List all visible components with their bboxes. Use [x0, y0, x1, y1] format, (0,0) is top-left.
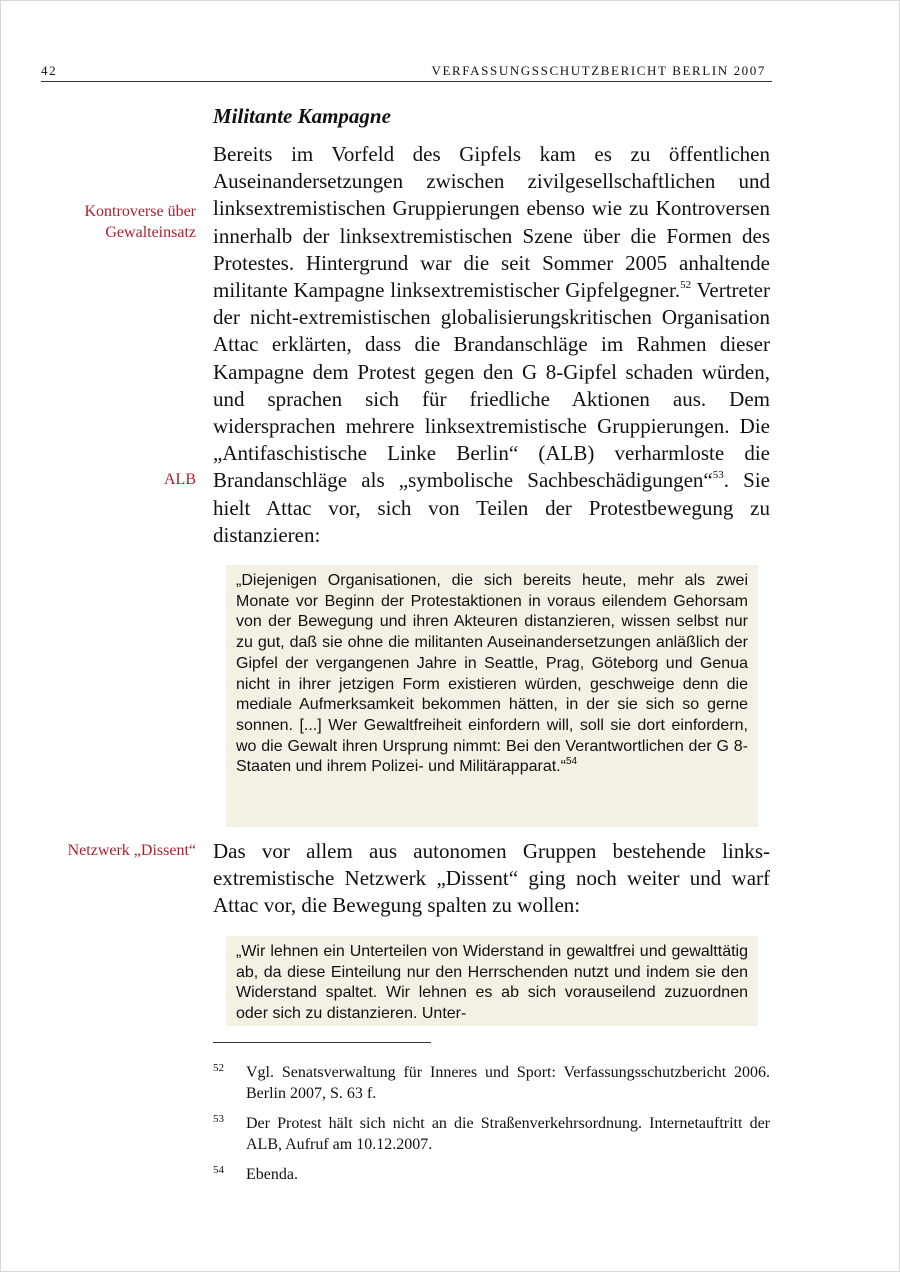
- paragraph-2: Das vor allem aus autonomen Gruppen bestehende linksextremistische Netzwerk „Dissent“ ging noch weiter und warf Attac vor, die Bewegung spalten zu wollen:: [213, 839, 770, 918]
- quote-1-text: „Diejenigen Organisationen, die sich bereits heute, mehr als zwei Monate vor Beginn der Protestaktionen in voraus eilendem Gehorsam von der Bewegung und ihren Akteuren distanzieren, wissen selbst nur zu gut, daß sie ohne die militanten Auseinandersetzungen anläßlich der Gipfel der vergangenen Jahre in Seattle, Prag, Göteborg und Genua nicht in ihrer jetzigen Form existieren würden, geschweige denn die mediale Aufmerksamkeit bekommen hätten, in der sie sich so gerne sonnen. [...] Wer Gewaltfreiheit einfordern will, soll sie dort einfordern, wo die Gewalt ihren Ursprung nimmt: Bei den Verantwortlichen der G 8-Staaten und ihrem Polizei- und Militärapparat.“: [236, 572, 748, 776]
- margin-note-kontroverse: [84, 201, 196, 243]
- footnote-separator: [213, 1042, 431, 1043]
- paragraph-1-part1: Bereits im Vorfeld des Gipfels kam es zu öffentlichen Auseinandersetzungen zwischen zivilgesellschaftlichen und linksextremistischen Gruppierungen ebenso wie zu Kontroversen innerhalb der linksextremistischen Szene über die Formen des Protestes. Hintergrund war die seit Sommer 2005 anhaltende militante Kampagne linksextremistischer Gipfelgegner.: [213, 142, 770, 303]
- margin-note-line: Gewalteinsatz: [105, 224, 196, 241]
- footnote-52: [213, 1062, 770, 1104]
- footnote-ref-54: 54: [565, 756, 578, 768]
- footnote-number: 53: [213, 1113, 224, 1125]
- paragraph-1-part2: Vertreter der nicht-extremistischen globalisierungskritischen Organisation Attac erklärten, dass die Brandanschläge im Rahmen dieser Kampagne dem Protest gegen den G 8-Gipfel schaden würden, und sprachen sich für friedliche Aktionen aus. Dem widersprachen mehrere linksextremistische Gruppierungen. Die „Antifaschistische Linke Berlin“ (ALB) verharmloste die Brandanschläge als „symbolische Sachbeschädigungen“: [213, 278, 770, 493]
- footnote-number: 54: [213, 1164, 224, 1176]
- running-title: VERFASSUNGSSCHUTZBERICHT BERLIN 2007: [431, 63, 766, 78]
- margin-note-line: Kontroverse über: [84, 203, 196, 220]
- footnote-53: [213, 1113, 770, 1155]
- footnote-ref-52: 52: [680, 279, 692, 292]
- page-header: [41, 63, 772, 82]
- quote-block-2: „Wir lehnen ein Unterteilen von Widerstand in gewaltfrei und gewalttätig ab, da diese Einteilung nur den Herrschenden nutzt und indem sie den Widerstand spaltet. Wir lehnen es ab sich vorauseilend zuzuordnen oder sich zu distanzieren. Unter-: [226, 936, 758, 1026]
- footnote-text: Ebenda.: [246, 1166, 298, 1183]
- footnote-text: Der Protest hält sich nicht an die Straßenverkehrsordnung. Internetauftritt der ALB, Aufruf am 10.12.2007.: [246, 1115, 770, 1153]
- footnote-ref-53: 53: [712, 469, 724, 482]
- footnote-54: [213, 1164, 770, 1185]
- margin-note-alb: ALB: [164, 471, 196, 488]
- footnote-text: Vgl. Senatsverwaltung für Inneres und Sport: Verfassungsschutzbericht 2006. Berlin 2007, S. 63 f.: [246, 1064, 770, 1102]
- footnote-number: 52: [213, 1062, 224, 1074]
- section-heading: Militante Kampagne: [213, 104, 391, 128]
- margin-note-dissent: Netzwerk „Dissent“: [67, 842, 196, 859]
- page-number: 42: [41, 63, 58, 78]
- paragraph-1-part3: . Sie hielt Attac vor, sich von Teilen der Protestbewegung zu distanzieren:: [213, 468, 770, 547]
- quote-block-1: [226, 565, 758, 827]
- paragraph-1: [213, 141, 770, 549]
